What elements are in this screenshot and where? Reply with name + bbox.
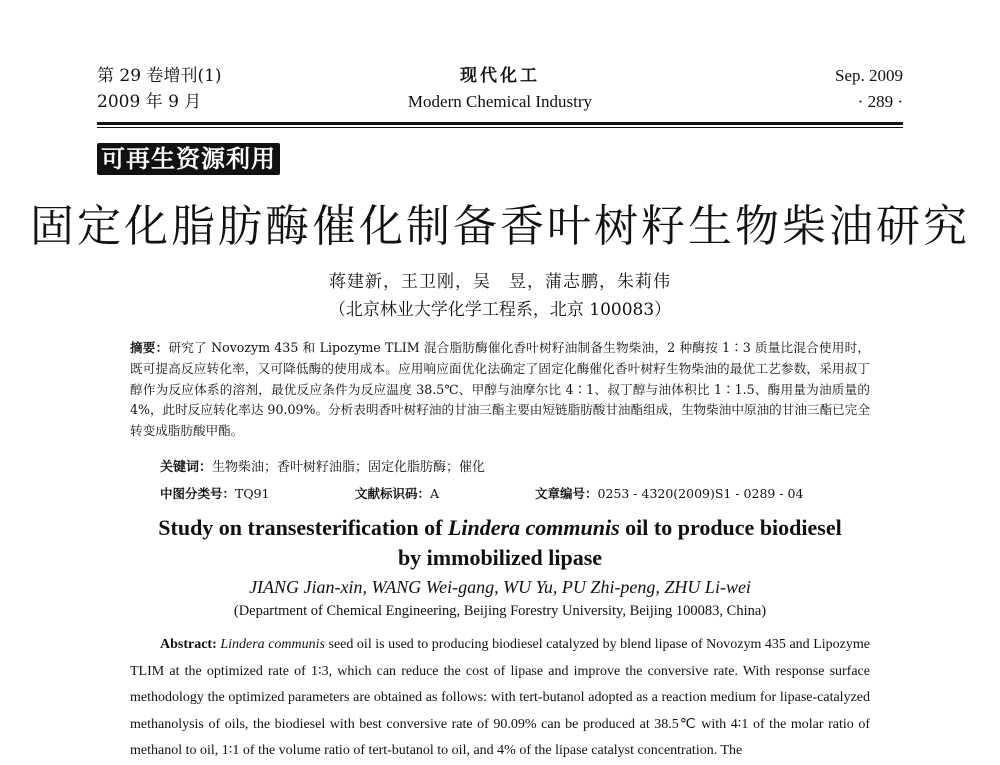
abstract-en-text: seed oil is used to producing biodiesel catalyzed by blend lipase of Novozym 435 and Lipozyme TLIM at the optimized rate of 1∶3, which can reduce the cost of lipase and improve the conversive rate. With response surface methodology the optimized parameters are obtained as follows: with tert-butanol adopted as a reaction medium for lipase-catalyzed methanolysis of oils, the biodiesel with best conversive rate of 90.09% can be produced at 38.5℃ with 4∶1 of the molar ratio of methanol to oil, 1∶1 of the volume ratio of tert-butanol to oil, and 4% of the lipase catalyst concentration. The (130, 637, 870, 759)
art-value: 0253 - 4320(2009)S1 - 0289 - 04 (597, 486, 804, 501)
volume-info: 第 29 卷增刊(1) (97, 66, 222, 86)
authors-cn: 蒋建新，王卫刚，吴 昱，蒲志鹏，朱莉伟 (329, 272, 671, 292)
header-rule-thick (97, 122, 903, 125)
abstract-en-label: Abstract: (160, 637, 217, 652)
keywords-cn-label: 关键词： (160, 460, 213, 475)
abstract-cn (130, 338, 870, 442)
journal-name-en: Modern Chemical Industry (407, 92, 593, 111)
art-label: 文章编号： (535, 486, 598, 501)
keywords-cn-text: 生物柴油；香叶树籽油脂；固定化脂肪酶；催化 (212, 460, 486, 475)
issue-date-cn: 2009 年 9 月 (97, 92, 202, 112)
title-en-part-c: oil to produce biodiesel (619, 515, 842, 540)
abstract-cn-text: 研究了 Novozym 435 和 Lipozyme TLIM 混合脂肪酶催化香叶树籽油制备生物柴油，2 种酶按 1∶3 质量比混合使用时，既可提高反应转化率，又可降低酶的使用成本。应用响应面优化法确定了固定化酶催化香叶树籽生物柴油的最优工艺参数，采用叔丁醇作为反应体系的溶剂，最优反应条件为反应温度 38.5℃、甲醇与油摩尔比 4∶1、叔丁醇与油体积比 1∶1.5、酶用量为油质量的 4%，此时反应转化率达 90.09%。分析表明香叶树籽油的甘油三酯主要由短链脂肪酸甘油酯组成，生物柴油中原油的甘油三酯已完全转变成脂肪酸甲酯。 (130, 340, 871, 439)
paper-title-cn: 固定化脂肪酶催化制备香叶树籽生物柴油研究 (30, 201, 970, 252)
paper-title-en-line1 (0, 513, 1000, 543)
issue-date-en: Sep. 2009 (835, 66, 903, 85)
journal-name-cn: 现代化工 (460, 66, 540, 86)
abstract-cn-label: 摘要： (130, 340, 169, 355)
abstract-en (130, 632, 870, 765)
clc-label: 中图分类号： (160, 486, 236, 501)
paper-title-en-line2: by immobilized lipase (397, 545, 603, 570)
page-number: · 289 · (857, 92, 903, 111)
title-en-part-a: Study on transesterification of (158, 515, 448, 540)
header-rule-thin (97, 127, 903, 128)
doc-value: A (430, 486, 440, 501)
document-code (355, 484, 439, 504)
abstract-en-species: Lindera communis (220, 637, 325, 652)
clc-value: TQ91 (235, 486, 270, 501)
section-label: 可再生资源利用 (97, 143, 280, 175)
clc-number (160, 484, 270, 504)
title-en-species: Lindera communis (447, 515, 620, 540)
doc-label: 文献标识码： (355, 486, 431, 501)
affiliation-en: (Department of Chemical Engineering, Beijing Forestry University, Beijing 100083, China) (233, 603, 767, 619)
authors-en: JIANG Jian-xin, WANG Wei-gang, WU Yu, PU Zhi-peng, ZHU Li-wei (249, 577, 751, 597)
keywords-cn (160, 458, 485, 478)
affiliation-cn: （北京林业大学化学工程系，北京 100083） (328, 300, 672, 320)
article-number (535, 484, 803, 504)
